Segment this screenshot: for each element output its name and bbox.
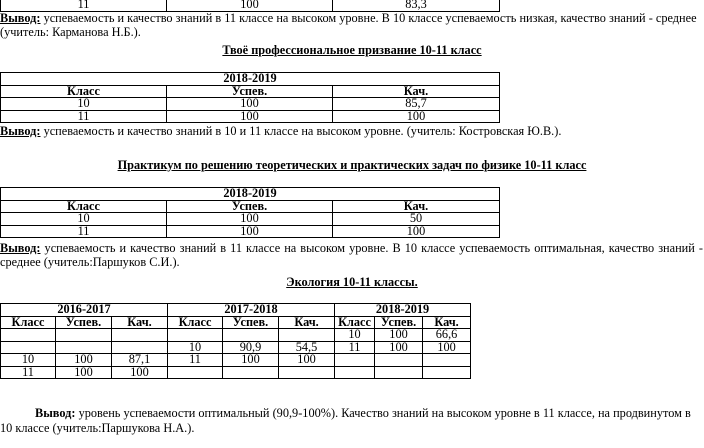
section-2-table — [0, 72, 500, 123]
year-header: 2018-2019 — [1, 188, 500, 201]
year-header: 2018-2019 — [1, 73, 500, 86]
table-cell — [112, 329, 168, 342]
table-row — [1, 73, 500, 86]
conclusion-label: Вывод: — [0, 241, 41, 255]
conclusion-text: уровень успеваемости оптимальный (90,9-100%). Качество знаний на высоком уровне в 11 классе, на продвинутом в — [78, 406, 691, 420]
column-header: Класс — [335, 316, 375, 329]
conclusion-text: успеваемость и качество знаний в 10 и 11 классе на высоком уровне. (учитель: Костровская Ю.В.). — [43, 124, 562, 138]
table-row — [1, 110, 500, 123]
conclusion-label: Вывод: — [0, 11, 41, 25]
table-cell: 100 — [167, 213, 333, 226]
table-row — [1, 341, 471, 354]
section-4-heading: Экология 10-11 классы. — [286, 275, 418, 289]
table-cell: 66,6 — [423, 329, 471, 342]
column-header: Класс — [1, 200, 167, 213]
section-2-conclusion — [0, 124, 561, 138]
table-cell: 87,1 — [112, 354, 168, 367]
conclusion-1-line-1 — [0, 11, 697, 25]
column-header: Кач. — [333, 200, 500, 213]
table-cell — [335, 354, 375, 367]
section-3-table — [0, 187, 500, 238]
table-cell — [168, 329, 223, 342]
table-cell: 100 — [167, 0, 333, 11]
conclusion-text: успеваемость и качество знаний в 11 классе на высоком уровне. В 10 классе успеваемость оптимальная, качество знаний - — [44, 241, 703, 255]
section-3-conclusion-line-1 — [0, 241, 703, 255]
table-cell — [335, 366, 375, 379]
column-header: Кач. — [333, 85, 500, 98]
table-cell: 11 — [1, 366, 56, 379]
table-cell: 100 — [56, 354, 112, 367]
table-cell: 100 — [167, 98, 333, 111]
table-row — [1, 329, 471, 342]
table-cell: 85,7 — [333, 98, 500, 111]
table-cell: 11 — [1, 225, 167, 238]
table-cell: 54,5 — [279, 341, 335, 354]
table-cell: 83,3 — [333, 0, 500, 11]
table-cell — [279, 329, 335, 342]
column-header: Успев. — [167, 85, 333, 98]
table-cell: 100 — [333, 225, 500, 238]
section-3-heading: Практикум по решению теоретических и практических задач по физике 10-11 класс — [117, 158, 587, 172]
table-cell: 11 — [1, 110, 167, 123]
conclusion-text: успеваемость и качество знаний в 11 классе на высоком уровне. В 10 классе успеваемость низкая, качество знаний - среднее — [43, 11, 697, 25]
table-cell — [1, 341, 56, 354]
column-header: Кач. — [423, 316, 471, 329]
section-4-table — [0, 303, 471, 379]
table-cell: 50 — [333, 213, 500, 226]
column-header: Кач. — [279, 316, 335, 329]
table-cell: 10 — [1, 98, 167, 111]
table-cell: 10 — [168, 341, 223, 354]
table-cell — [56, 329, 112, 342]
conclusion-label: Вывод: — [35, 406, 76, 420]
table-cell: 11 — [168, 354, 223, 367]
table-cell: 100 — [423, 341, 471, 354]
table-cell: 100 — [56, 366, 112, 379]
column-header: Класс — [1, 85, 167, 98]
table-row — [1, 225, 500, 238]
table-cell: 10 — [335, 329, 375, 342]
table-cell — [375, 354, 423, 367]
year-header: 2016-2017 — [1, 304, 168, 317]
table-row — [1, 85, 500, 98]
column-header: Успев. — [223, 316, 279, 329]
column-header: Кач. — [112, 316, 168, 329]
table-cell: 100 — [167, 225, 333, 238]
table-cell — [375, 366, 423, 379]
table-row — [1, 304, 471, 317]
table-row — [1, 366, 471, 379]
column-header: Класс — [168, 316, 223, 329]
conclusion-1-line-2: (учитель: Карманова Н.Б.). — [0, 25, 141, 39]
table-cell: 100 — [223, 354, 279, 367]
table-cell — [423, 366, 471, 379]
table-cell — [168, 366, 223, 379]
year-header: 2018-2019 — [335, 304, 471, 317]
section-3-conclusion-line-2: среднее (учитель:Паршуков С.И.). — [0, 255, 180, 269]
table-cell: 100 — [375, 329, 423, 342]
section-4-conclusion-line-1 — [35, 406, 691, 420]
column-header: Успев. — [375, 316, 423, 329]
table-cell — [1, 329, 56, 342]
section-2-heading: Твоё профессиональное призвание 10-11 класс — [222, 43, 482, 57]
table-cell — [56, 341, 112, 354]
table-cell — [223, 366, 279, 379]
table-cell — [423, 354, 471, 367]
table-cell: 100 — [112, 366, 168, 379]
table-cell: 10 — [1, 213, 167, 226]
table-cell: 10 — [1, 354, 56, 367]
table-cell: 11 — [1, 0, 167, 11]
table-row — [1, 98, 500, 111]
column-header: Класс — [1, 316, 56, 329]
column-header: Успев. — [56, 316, 112, 329]
top-table — [0, 0, 500, 12]
table-cell — [279, 366, 335, 379]
table-row — [1, 213, 500, 226]
table-row — [1, 0, 500, 11]
table-cell: 100 — [167, 110, 333, 123]
table-row — [1, 354, 471, 367]
conclusion-label: Вывод: — [0, 124, 41, 138]
column-header: Успев. — [167, 200, 333, 213]
table-cell — [223, 329, 279, 342]
year-header: 2017-2018 — [168, 304, 335, 317]
table-cell: 90,9 — [223, 341, 279, 354]
table-cell: 11 — [335, 341, 375, 354]
section-4-conclusion-line-2: 10 классе (учитель:Паршукова Н.А.). — [0, 421, 195, 435]
table-cell: 100 — [375, 341, 423, 354]
table-row — [1, 316, 471, 329]
table-row — [1, 200, 500, 213]
table-cell — [112, 341, 168, 354]
table-cell: 100 — [279, 354, 335, 367]
table-cell: 100 — [333, 110, 500, 123]
table-row — [1, 188, 500, 201]
